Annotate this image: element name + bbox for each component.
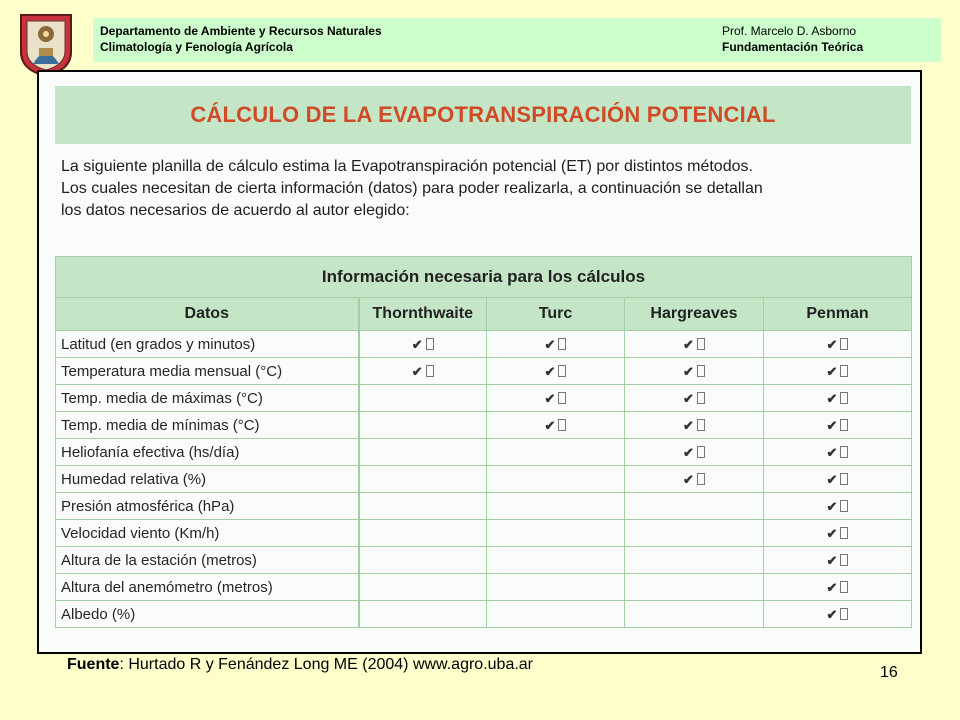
- table-cell: [359, 412, 487, 439]
- checkbox-icon: [558, 392, 566, 404]
- table-cell: [487, 385, 625, 412]
- table-cell: [764, 412, 912, 439]
- table-cell: [359, 439, 487, 466]
- table-cell: [625, 574, 764, 601]
- checkbox-icon: [840, 392, 848, 404]
- table-cell: [764, 574, 912, 601]
- table-cell: [359, 574, 487, 601]
- table-cell: [487, 331, 625, 358]
- table-cell: [359, 466, 487, 493]
- checkbox-icon: [840, 446, 848, 458]
- table-row: [56, 574, 912, 601]
- table-cell: [487, 439, 625, 466]
- source-text: : Hurtado R y Fenández Long ME (2004) www.agro.uba.ar: [119, 656, 534, 673]
- table-cell: [359, 331, 487, 358]
- table-row: [56, 466, 912, 493]
- row-label: Humedad relativa (%): [56, 466, 359, 493]
- row-label: Albedo (%): [56, 601, 359, 628]
- check-mark-icon: ✔: [826, 525, 838, 541]
- table-cell: [359, 358, 487, 385]
- table-cell: [487, 466, 625, 493]
- check-mark-icon: ✔: [544, 336, 556, 352]
- table-cell: [764, 385, 912, 412]
- column-header-hargreaves: Hargreaves: [625, 298, 764, 331]
- checkbox-icon: [840, 581, 848, 593]
- row-label: Altura del anemómetro (metros): [56, 574, 359, 601]
- requirements-table-wrapper: [55, 256, 911, 628]
- source-label: Fuente: [67, 656, 120, 673]
- checkbox-icon: [840, 500, 848, 512]
- check-mark-icon: ✔: [683, 363, 694, 379]
- checkbox-icon: [558, 419, 566, 431]
- checkbox-icon: [558, 338, 566, 350]
- requirements-table: [55, 256, 912, 628]
- title-band: [55, 86, 911, 144]
- checkbox-icon: [840, 554, 848, 566]
- check-mark-icon: ✔: [683, 417, 694, 433]
- table-cell: [625, 412, 764, 439]
- check-mark-icon: ✔: [411, 363, 423, 379]
- table-cell: [487, 547, 625, 574]
- table-cell: [487, 574, 625, 601]
- table-cell: [764, 493, 912, 520]
- table-caption: Información necesaria para los cálculos: [56, 257, 912, 298]
- table-cell: [764, 601, 912, 628]
- row-label: Temperatura media mensual (°C): [56, 358, 359, 385]
- checkbox-icon: [697, 446, 705, 458]
- check-mark-icon: ✔: [826, 552, 838, 568]
- table-cell: [359, 547, 487, 574]
- table-cell: [764, 331, 912, 358]
- header-right: [722, 23, 863, 55]
- checkbox-icon: [840, 608, 848, 620]
- table-cell: [487, 520, 625, 547]
- table-cell: [764, 520, 912, 547]
- check-mark-icon: ✔: [826, 444, 838, 460]
- row-label: Temp. media de mínimas (°C): [56, 412, 359, 439]
- checkbox-icon: [840, 419, 848, 431]
- checkbox-icon: [426, 365, 434, 377]
- source-citation: [67, 656, 533, 674]
- check-mark-icon: ✔: [544, 390, 556, 406]
- table-cell: [625, 466, 764, 493]
- header-band: [93, 18, 941, 62]
- row-label: Latitud (en grados y minutos): [56, 331, 359, 358]
- check-mark-icon: ✔: [826, 498, 838, 514]
- table-cell: [487, 601, 625, 628]
- table-cell: [487, 358, 625, 385]
- row-label: Presión atmosférica (hPa): [56, 493, 359, 520]
- table-row: [56, 547, 912, 574]
- checkbox-icon: [697, 392, 705, 404]
- checkbox-icon: [697, 473, 705, 485]
- table-cell: [487, 412, 625, 439]
- table-cell: [359, 493, 487, 520]
- table-cell: [764, 358, 912, 385]
- column-header-penman: Penman: [764, 298, 912, 331]
- table-cell: [625, 358, 764, 385]
- checkbox-icon: [558, 365, 566, 377]
- row-label: Velocidad viento (Km/h): [56, 520, 359, 547]
- checkbox-icon: [697, 365, 705, 377]
- page-number: 16: [880, 664, 898, 681]
- row-label: Temp. media de máximas (°C): [56, 385, 359, 412]
- table-cell: [359, 601, 487, 628]
- table-cell: [625, 520, 764, 547]
- check-mark-icon: ✔: [683, 390, 694, 406]
- table-row: [56, 601, 912, 628]
- table-body: [56, 331, 912, 628]
- row-label: Heliofanía efectiva (hs/día): [56, 439, 359, 466]
- check-mark-icon: ✔: [826, 363, 838, 379]
- checkbox-icon: [840, 527, 848, 539]
- table-cell: [359, 385, 487, 412]
- table-row: [56, 439, 912, 466]
- table-cell: [764, 466, 912, 493]
- check-mark-icon: ✔: [411, 336, 423, 352]
- content-frame: [37, 70, 922, 654]
- row-label: Altura de la estación (metros): [56, 547, 359, 574]
- table-cell: [625, 331, 764, 358]
- table-cell: [764, 547, 912, 574]
- intro-line: Los cuales necesitan de cierta información (datos) para poder realizarla, a continuación se detallan: [61, 180, 763, 197]
- table-cell: [625, 493, 764, 520]
- table-row: [56, 358, 912, 385]
- table-row: [56, 520, 912, 547]
- check-mark-icon: ✔: [683, 471, 694, 487]
- table-row: [56, 493, 912, 520]
- check-mark-icon: ✔: [826, 606, 838, 622]
- table-header-row: [56, 298, 912, 331]
- check-mark-icon: ✔: [826, 471, 838, 487]
- checkbox-icon: [840, 473, 848, 485]
- table-row: [56, 412, 912, 439]
- department-name: Departamento de Ambiente y Recursos Naturales: [100, 24, 382, 38]
- check-mark-icon: ✔: [826, 417, 838, 433]
- table-caption-row: [56, 257, 912, 298]
- check-mark-icon: ✔: [683, 444, 694, 460]
- check-mark-icon: ✔: [826, 579, 838, 595]
- section-name: Fundamentación Teórica: [722, 40, 864, 54]
- check-mark-icon: ✔: [826, 336, 838, 352]
- check-mark-icon: ✔: [544, 363, 556, 379]
- table-cell: [625, 601, 764, 628]
- checkbox-icon: [697, 419, 705, 431]
- check-mark-icon: ✔: [683, 336, 694, 352]
- checkbox-icon: [697, 338, 705, 350]
- table-cell: [359, 520, 487, 547]
- header-left: [100, 23, 382, 55]
- intro-line: La siguiente planilla de cálculo estima la Evapotranspiración potencial (ET) por distintos métodos.: [61, 158, 753, 175]
- course-name: Climatología y Fenología Agrícola: [100, 40, 293, 54]
- table-cell: [487, 493, 625, 520]
- checkbox-icon: [840, 365, 848, 377]
- table-row: [56, 385, 912, 412]
- university-seal-logo: [17, 12, 75, 78]
- column-header-turc: Turc: [487, 298, 625, 331]
- intro-paragraph: [61, 156, 901, 222]
- table-cell: [625, 547, 764, 574]
- table-row: [56, 331, 912, 358]
- check-mark-icon: ✔: [544, 417, 556, 433]
- table-cell: [625, 385, 764, 412]
- checkbox-icon: [840, 338, 848, 350]
- table-cell: [764, 439, 912, 466]
- checkbox-icon: [426, 338, 434, 350]
- professor-name: Prof. Marcelo D. Asborno: [722, 24, 857, 38]
- column-header-datos: Datos: [56, 298, 359, 331]
- intro-line: los datos necesarios de acuerdo al autor elegido:: [61, 202, 410, 219]
- check-mark-icon: ✔: [826, 390, 838, 406]
- column-header-thornthwaite: Thornthwaite: [359, 298, 487, 331]
- slide-title: CÁLCULO DE LA EVAPOTRANSPIRACIÓN POTENCIAL: [190, 102, 776, 127]
- table-cell: [625, 439, 764, 466]
